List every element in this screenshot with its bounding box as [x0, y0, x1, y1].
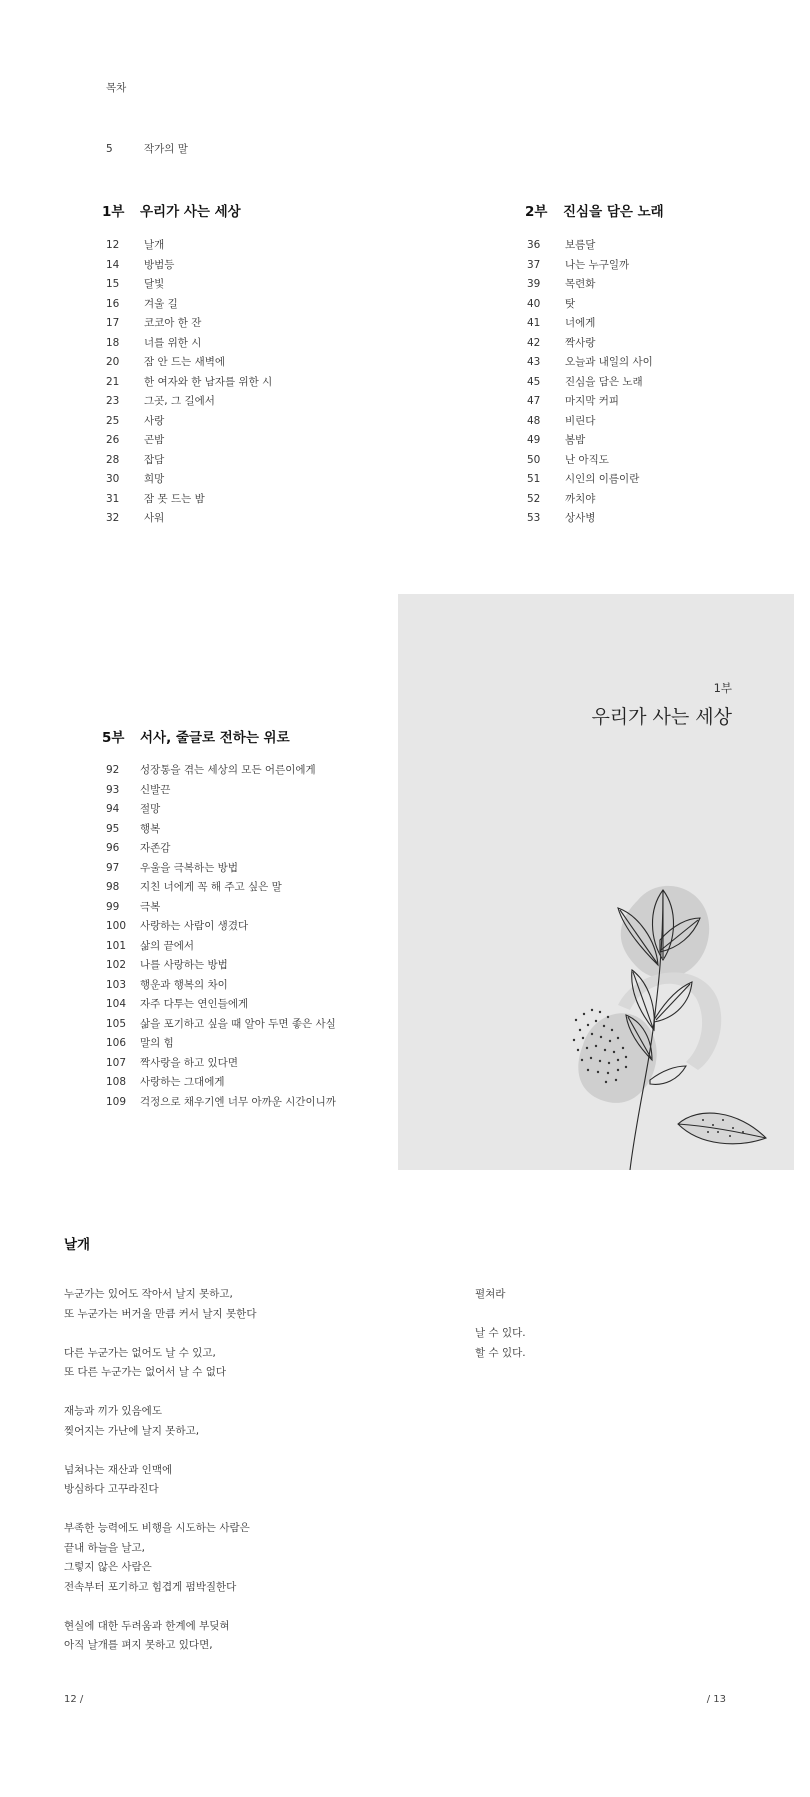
toc-entry — [106, 431, 272, 451]
toc-entry-title: 잠 안 드는 새벽에 — [144, 356, 226, 368]
poem-line: 방심하다 고꾸라진다 — [64, 1483, 159, 1495]
toc-page-number: 39 — [527, 278, 541, 290]
toc-heading: 목차 — [106, 82, 127, 94]
part-5-entry-list — [106, 761, 336, 1112]
toc-page-number: 28 — [106, 453, 120, 466]
toc-entry-title: 걱정으로 채우기엔 너무 아까운 시간이니까 — [140, 1095, 336, 1108]
part-5-heading — [102, 726, 290, 746]
poem-line: 전속부터 포기하고 힘겹게 펌박질한다 — [64, 1580, 237, 1593]
toc-page-number: 21 — [106, 375, 120, 388]
toc-entry — [106, 1054, 336, 1074]
toc-entry — [106, 256, 272, 276]
toc-page-number: 23 — [106, 395, 120, 407]
toc-page-number: 95 — [106, 822, 120, 835]
toc-entry — [106, 490, 272, 510]
poem-line: 그렇지 않은 사람은 — [64, 1561, 152, 1573]
toc-entry-title: 오늘과 내일의 사이 — [565, 356, 653, 368]
toc-page-number: 47 — [527, 395, 541, 407]
toc-entry-title: 삶의 끝에서 — [140, 939, 195, 952]
part-number: 1부 — [102, 204, 125, 220]
toc-entry — [106, 1015, 336, 1035]
toc-page-number: 5 — [106, 143, 113, 155]
part-title: 서사, 줄글로 전하는 위로 — [140, 730, 290, 746]
toc-page-number: 97 — [106, 861, 120, 874]
toc-entry-title: 너를 위한 시 — [144, 336, 202, 349]
toc-page-number: 43 — [527, 356, 541, 368]
toc-page-number: 37 — [527, 258, 541, 271]
toc-entry — [527, 431, 653, 451]
toc-page-number: 93 — [106, 783, 120, 796]
leaf-branch-illustration — [568, 870, 768, 1170]
toc-page-number: 102 — [106, 959, 127, 971]
toc-page-number: 20 — [106, 356, 120, 368]
toc-page-number: 12 — [106, 239, 120, 251]
toc-entry — [106, 859, 336, 879]
toc-page-number: 51 — [527, 473, 541, 485]
toc-page-number: 108 — [106, 1076, 127, 1088]
poem-line: 재능과 끼가 있음에도 — [64, 1405, 162, 1417]
part-number: 5부 — [102, 730, 125, 746]
toc-entry — [106, 353, 272, 373]
toc-entry — [106, 839, 336, 859]
toc-page-number: 49 — [527, 434, 541, 446]
toc-page-number: 32 — [106, 512, 120, 524]
toc-entry — [106, 1034, 336, 1054]
toc-intro-entry — [106, 141, 188, 156]
lower-leaf — [678, 1113, 766, 1144]
poem-line: 찢어지는 가난에 날지 못하고, — [64, 1424, 200, 1437]
toc-entry-title: 달빛 — [144, 278, 165, 290]
folio-right: / 13 — [706, 1694, 726, 1705]
stanza-break — [64, 1383, 256, 1403]
toc-entry-title: 작가의 말 — [144, 143, 188, 155]
toc-entry-title: 봄밤 — [565, 434, 586, 446]
toc-entry — [106, 470, 272, 490]
toc-entry-title: 자주 다투는 연인들에게 — [140, 998, 249, 1010]
toc-entry-title: 겨울 길 — [144, 297, 178, 310]
poem-line: 할 수 있다. — [475, 1346, 526, 1359]
toc-entry — [527, 490, 653, 510]
poem-left-column — [64, 1285, 256, 1656]
section-opener-panel — [398, 594, 794, 1170]
toc-page-number: 40 — [527, 297, 541, 310]
toc-page-number: 52 — [527, 492, 541, 505]
poem-line: 끝내 하늘을 날고, — [64, 1541, 146, 1554]
toc-page-number: 15 — [106, 278, 120, 290]
toc-entry-title: 너에게 — [565, 317, 596, 329]
toc-entry — [106, 295, 272, 315]
toc-entry-title: 목련화 — [565, 278, 596, 290]
toc-entry — [106, 995, 336, 1015]
toc-entry — [106, 373, 272, 393]
toc-entry-title: 성장통을 겪는 세상의 모든 어른이에게 — [140, 764, 316, 776]
stanza-break — [64, 1324, 256, 1344]
toc-entry-title: 탓 — [565, 297, 576, 310]
toc-entry — [527, 353, 653, 373]
toc-entry — [527, 509, 653, 529]
toc-page-number: 53 — [527, 512, 541, 524]
toc-entry-title: 우울을 극복하는 방법 — [140, 861, 238, 874]
toc-entry — [106, 976, 336, 996]
toc-entry — [527, 236, 653, 256]
toc-entry-title: 잠 못 드는 밤 — [144, 492, 205, 505]
toc-page-number: 41 — [527, 317, 541, 329]
toc-entry-title: 지친 너에게 꼭 해 주고 싶은 말 — [140, 881, 282, 893]
toc-entry — [106, 314, 272, 334]
toc-entry-title: 나를 사랑하는 방법 — [140, 959, 228, 971]
toc-entry-title: 신발끈 — [140, 783, 171, 796]
toc-entry — [527, 314, 653, 334]
part-2-entry-list — [527, 236, 653, 529]
toc-page-number: 42 — [527, 336, 541, 349]
toc-entry — [106, 236, 272, 256]
toc-entry-title: 난 아직도 — [565, 453, 609, 466]
stanza-break — [64, 1597, 256, 1617]
toc-page-number: 26 — [106, 434, 120, 446]
toc-entry-title: 사워 — [144, 512, 165, 524]
toc-entry — [106, 956, 336, 976]
toc-page-number: 14 — [106, 258, 120, 271]
toc-entry — [106, 878, 336, 898]
toc-page-number: 50 — [527, 453, 541, 466]
poem-line: 부족한 능력에도 비행을 시도하는 사람은 — [64, 1522, 250, 1534]
toc-page-number: 103 — [106, 978, 127, 991]
toc-entry — [106, 1093, 336, 1113]
toc-entry — [106, 937, 336, 957]
stanza-break — [64, 1441, 256, 1461]
toc-entry-title: 사랑하는 사람이 생겼다 — [140, 920, 249, 932]
blob-shape — [621, 886, 709, 978]
toc-page-number: 48 — [527, 414, 541, 427]
toc-page-number: 101 — [106, 939, 127, 952]
poem-right-column — [475, 1285, 526, 1363]
toc-entry — [106, 898, 336, 918]
toc-entry-title: 희망 — [144, 473, 165, 485]
poem-line: 다른 누군가는 없어도 날 수 있고, — [64, 1346, 216, 1359]
poem-line: 현실에 대한 두려움과 한계에 부딪혀 — [64, 1619, 230, 1632]
toc-entry-title: 까치야 — [565, 492, 596, 505]
toc-entry-title: 마지막 커피 — [565, 395, 620, 407]
toc-page-number: 106 — [106, 1037, 127, 1049]
toc-page-number: 18 — [106, 336, 120, 349]
toc-entry-title: 절망 — [140, 803, 161, 815]
toc-entry-title: 사랑하는 그대에게 — [140, 1076, 225, 1088]
toc-entry — [527, 275, 653, 295]
toc-page-number: 98 — [106, 881, 120, 893]
toc-page-number: 94 — [106, 803, 120, 815]
toc-entry — [106, 761, 336, 781]
toc-entry-title: 날개 — [144, 239, 165, 251]
toc-page-number: 30 — [106, 473, 120, 485]
toc-entry-title: 짝사랑 — [565, 336, 596, 349]
toc-entry-title: 사랑 — [144, 414, 165, 427]
toc-entry — [527, 392, 653, 412]
toc-entry — [527, 451, 653, 471]
toc-entry — [106, 509, 272, 529]
toc-page-number: 36 — [527, 239, 541, 251]
toc-page-number: 109 — [106, 1095, 127, 1108]
part-title: 우리가 사는 세상 — [140, 204, 241, 220]
toc-entry — [106, 392, 272, 412]
toc-entry-title: 행운과 행복의 차이 — [140, 978, 228, 991]
toc-entry-title: 진심을 담은 노래 — [565, 375, 643, 388]
toc-page-number: 96 — [106, 842, 120, 854]
poem-line: 넘쳐나는 재산과 인맥에 — [64, 1463, 173, 1476]
toc-entry-title: 짝사랑을 하고 있다면 — [140, 1056, 238, 1069]
toc-entry-title: 잡담 — [144, 453, 165, 466]
toc-entry — [106, 800, 336, 820]
toc-entry-title: 상사병 — [565, 512, 596, 524]
toc-entry-title: 비린다 — [565, 414, 596, 427]
poem-title: 날개 — [64, 1237, 91, 1253]
toc-entry-title: 그곳, 그 길에서 — [144, 395, 215, 407]
toc-entry-title: 말의 힘 — [140, 1037, 174, 1049]
toc-page-number: 31 — [106, 492, 120, 505]
toc-entry — [527, 373, 653, 393]
toc-entry — [527, 334, 653, 354]
toc-entry-title: 행복 — [140, 822, 161, 835]
toc-entry-title: 코코아 한 잔 — [144, 317, 202, 329]
toc-page-number: 16 — [106, 297, 120, 310]
stanza-break — [64, 1500, 256, 1520]
poem-line: 아직 날개를 펴지 못하고 있다면, — [64, 1639, 213, 1651]
stanza-break — [475, 1305, 526, 1325]
folio-left: 12 / — [64, 1694, 84, 1705]
toc-page-number: 105 — [106, 1017, 127, 1030]
toc-entry-title: 곤밤 — [144, 434, 165, 446]
toc-page-number: 99 — [106, 900, 120, 913]
toc-entry-title: 시인의 이름이란 — [565, 473, 640, 485]
toc-entry — [106, 820, 336, 840]
toc-entry — [106, 1073, 336, 1093]
section-number: 1부 — [713, 681, 732, 695]
toc-entry-title: 방범등 — [144, 258, 175, 271]
poem-line: 또 다른 누군가는 없어서 날 수 없다 — [64, 1366, 227, 1378]
toc-entry-title: 보름달 — [565, 239, 596, 251]
toc-entry — [527, 256, 653, 276]
toc-page-number: 92 — [106, 764, 120, 776]
part-2-heading — [525, 200, 664, 220]
toc-page-number: 107 — [106, 1056, 127, 1069]
toc-entry — [106, 917, 336, 937]
toc-entry — [527, 470, 653, 490]
toc-page-number: 45 — [527, 375, 541, 388]
toc-entry — [527, 295, 653, 315]
toc-entry-title: 삶을 포기하고 싶을 때 알아 두면 좋은 사실 — [140, 1017, 336, 1030]
toc-entry-title: 한 여자와 한 남자를 위한 시 — [144, 375, 273, 388]
toc-entry — [106, 451, 272, 471]
toc-entry-title: 극복 — [140, 900, 161, 913]
section-title: 우리가 사는 세상 — [591, 706, 732, 728]
part-title: 진심을 담은 노래 — [563, 204, 664, 220]
toc-entry-title: 자존감 — [140, 842, 171, 854]
toc-page-number: 25 — [106, 414, 120, 427]
poem-line: 펼쳐라 — [475, 1288, 506, 1300]
toc-entry — [106, 412, 272, 432]
poem-line: 누군가는 있어도 작아서 날지 못하고, — [64, 1288, 233, 1300]
toc-page-number: 100 — [106, 920, 127, 932]
toc-page-number: 17 — [106, 317, 120, 329]
toc-entry — [106, 334, 272, 354]
toc-page-number: 104 — [106, 998, 127, 1010]
toc-entry — [106, 781, 336, 801]
poem-line: 날 수 있다. — [475, 1327, 526, 1339]
toc-entry — [527, 412, 653, 432]
toc-entry-title: 나는 누구일까 — [565, 258, 630, 271]
toc-entry — [106, 275, 272, 295]
part-1-heading — [102, 200, 241, 220]
poem-line: 또 누군가는 버거울 만큼 커서 날지 못한다 — [64, 1307, 257, 1320]
part-number: 2부 — [525, 204, 548, 220]
part-1-entry-list — [106, 236, 272, 529]
